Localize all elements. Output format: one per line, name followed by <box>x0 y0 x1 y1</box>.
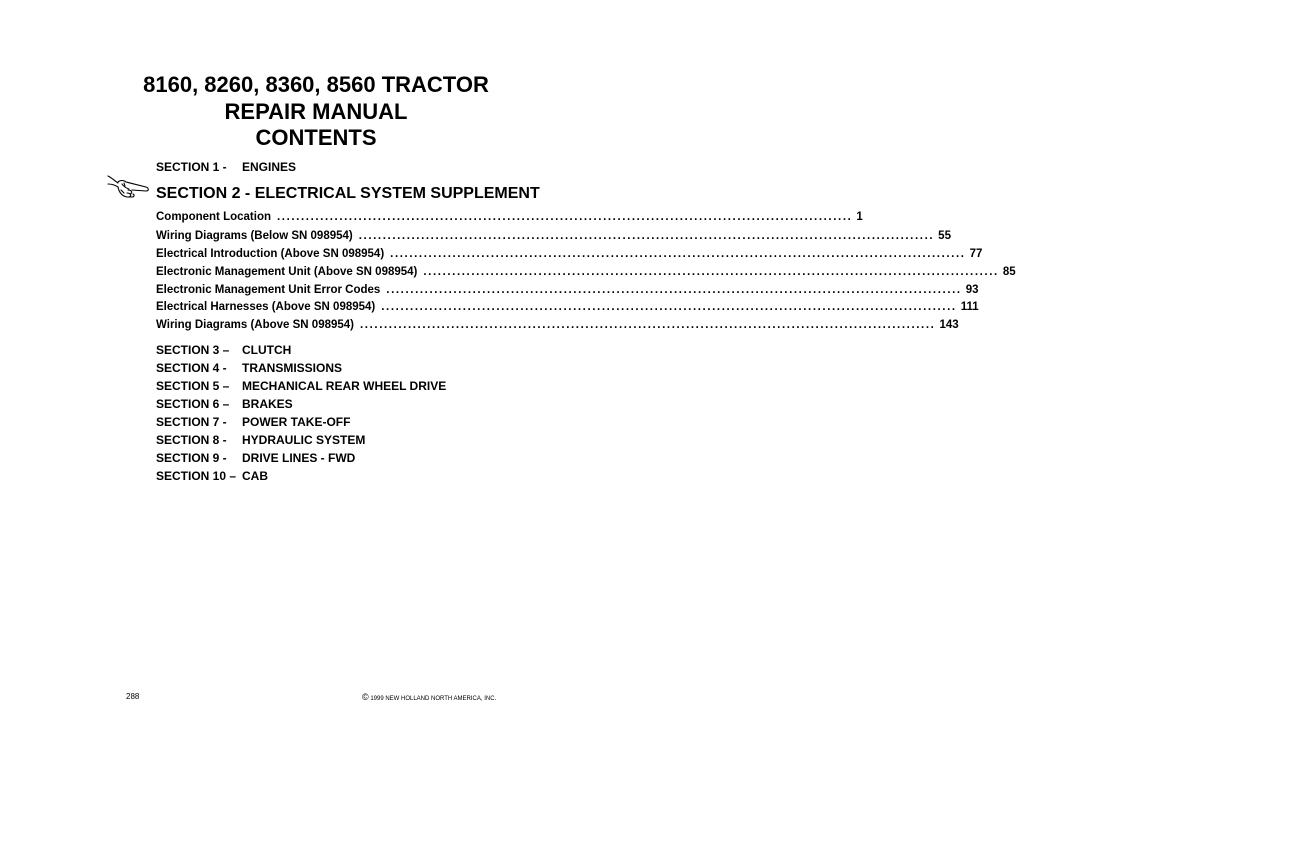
dot-leader: ........................................................................................................................ <box>360 319 936 331</box>
section-label: SECTION 3 – <box>156 343 230 357</box>
toc-entry[interactable] <box>156 247 983 261</box>
section-label: SECTION 10 – <box>156 469 237 483</box>
toc-entry-title: Electronic Management Unit Error Codes <box>156 284 381 296</box>
dot-leader: ........................................................................................................................ <box>381 301 957 313</box>
toc-entry-page: 93 <box>965 284 979 296</box>
toc-entry-page: 77 <box>969 248 983 260</box>
section-label: SECTION 8 - <box>156 433 227 447</box>
toc-entry[interactable] <box>156 229 951 243</box>
toc-entry-page: 1 <box>856 211 863 223</box>
section-name: POWER TAKE-OFF <box>242 415 351 429</box>
toc-entry[interactable] <box>156 318 959 332</box>
dot-leader: ........................................................................................................................ <box>358 230 935 242</box>
toc-entry-title: Component Location <box>156 211 271 223</box>
section-label: SECTION 9 - <box>156 451 227 465</box>
dot-leader: ........................................................................................................................ <box>423 266 999 278</box>
section-entry[interactable] <box>156 469 268 483</box>
section-entry[interactable] <box>156 343 291 357</box>
title-line-contents: CONTENTS <box>255 125 377 150</box>
section-name: CLUTCH <box>242 343 292 357</box>
title-line-manual: REPAIR MANUAL <box>224 98 408 124</box>
section-name: CAB <box>242 469 268 483</box>
title-line-models: 8160, 8260, 8360, 8560 TRACTOR <box>143 72 489 97</box>
section-name: MECHANICAL REAR WHEEL DRIVE <box>242 379 447 393</box>
toc-entry[interactable] <box>156 283 979 297</box>
toc-entry-page: 111 <box>960 301 979 313</box>
copyright-notice <box>362 692 496 702</box>
section-name: TRANSMISSIONS <box>242 361 343 375</box>
section-label: SECTION 2 - <box>156 185 251 202</box>
toc-entry-title: Electrical Introduction (Above SN 098954) <box>156 248 385 260</box>
section-label: SECTION 1 - <box>156 160 227 174</box>
section-entry[interactable] <box>156 433 365 447</box>
toc-entry-page: 55 <box>938 230 951 242</box>
section-entry[interactable] <box>156 379 446 393</box>
pointing-hand-icon <box>106 172 150 202</box>
copyright-symbol: © <box>362 692 369 702</box>
section-entry[interactable] <box>156 451 355 465</box>
section-label: SECTION 6 – <box>156 397 230 411</box>
section-1-entry[interactable] <box>156 160 296 174</box>
toc-entry-title: Electrical Harnesses (Above SN 098954) <box>156 301 376 313</box>
toc-entry[interactable] <box>156 300 979 314</box>
toc-entry-page: 85 <box>1002 266 1016 278</box>
page-number: 288 <box>126 692 140 701</box>
section-entry[interactable] <box>156 397 293 411</box>
section-name: ENGINES <box>242 160 297 174</box>
toc-entry-page: 143 <box>939 319 959 331</box>
section-label: SECTION 5 – <box>156 379 230 393</box>
toc-entry[interactable] <box>156 210 863 224</box>
section-2-heading[interactable] <box>156 184 540 203</box>
toc-entry-title: Electronic Management Unit (Above SN 098954) <box>156 266 418 278</box>
section-name: HYDRAULIC SYSTEM <box>242 433 366 447</box>
copyright-text: 1999 NEW HOLLAND NORTH AMERICA, INC. <box>370 696 497 702</box>
manual-title <box>100 72 532 152</box>
toc-entry[interactable] <box>156 265 1016 279</box>
dot-leader: ........................................................................................................................ <box>277 211 853 223</box>
section-entry[interactable] <box>156 415 350 429</box>
section-entry[interactable] <box>156 361 342 375</box>
section-name: DRIVE LINES - FWD <box>242 451 356 465</box>
section-name: ELECTRICAL SYSTEM SUPPLEMENT <box>254 185 540 202</box>
section-label: SECTION 7 - <box>156 415 227 429</box>
toc-entry-title: Wiring Diagrams (Below SN 098954) <box>156 230 353 242</box>
toc-entry-title: Wiring Diagrams (Above SN 098954) <box>156 319 355 331</box>
dot-leader: ........................................................................................................................ <box>390 248 966 260</box>
section-name: BRAKES <box>242 397 293 411</box>
section-label: SECTION 4 - <box>156 361 227 375</box>
dot-leader: ........................................................................................................................ <box>386 284 962 296</box>
